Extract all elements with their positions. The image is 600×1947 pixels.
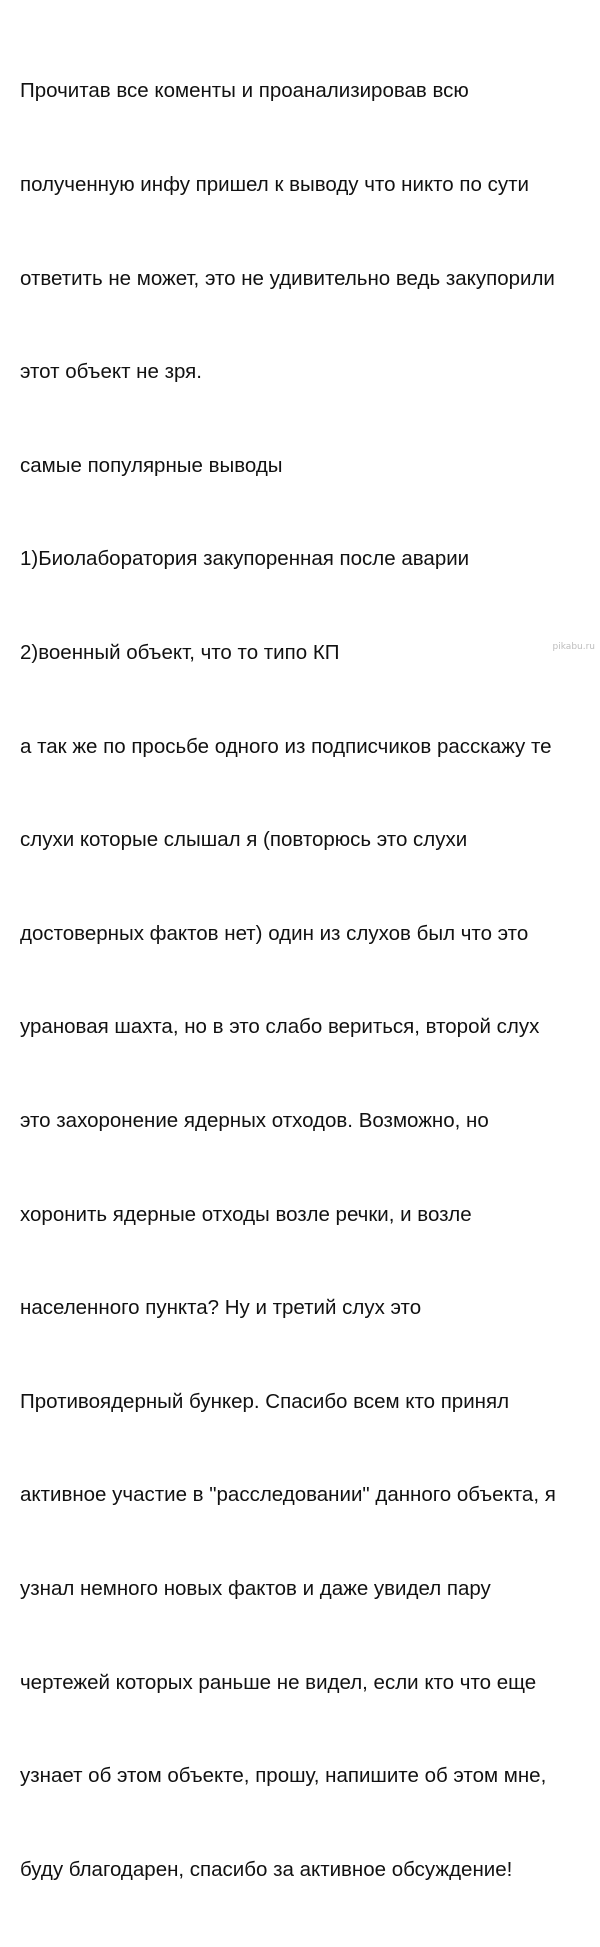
post-text-line: урановая шахта, но в это слабо вериться, второй слух xyxy=(20,1015,540,1039)
post-text-line: а так же по просьбе одного из подписчиков расскажу те xyxy=(20,734,552,758)
post-text-line: слухи которые слышал я (повторюсь это слухи xyxy=(20,828,468,852)
pikabu-watermark: pikabu.ru xyxy=(552,642,595,652)
post-text-line: активное участие в "расследовании" данного объекта, я xyxy=(20,1483,556,1507)
post-text-line: самые популярные выводы xyxy=(20,453,283,477)
post-text-line: полученную инфу пришел к выводу что никто по сути xyxy=(20,173,529,196)
post-text-line: Прочитав все коменты и проанализировав всю xyxy=(20,79,469,103)
post-text-line: 2)военный объект, что то типо КП xyxy=(20,640,340,664)
post-text-line: хоронить ядерные отходы возле речки, и возле xyxy=(20,1202,472,1226)
post-text-line: ответить не может, это не удивительно ведь закупорили xyxy=(20,266,555,290)
post-text xyxy=(20,13,595,1947)
post-text-line: это захоронение ядерных отходов. Возможно, но xyxy=(20,1108,489,1132)
post-text-line: Противоядерный бункер. Спасибо всем кто принял xyxy=(20,1389,510,1413)
post-text-line: населенного пункта? Ну и третий слух это xyxy=(20,1296,422,1320)
post-text-line: узнает об этом объекте, прошу, напишите об этом мне, xyxy=(20,1764,547,1788)
post-text-line: 1)Биолаборатория закупоренная после аварии xyxy=(20,547,470,571)
post-text-line: этот объект не зря. xyxy=(20,360,202,384)
post-text-line: чертежей которых раньше не видел, если кто что еще xyxy=(20,1670,537,1694)
post-text-line: достоверных фактов нет) один из слухов был что это xyxy=(20,921,529,945)
post-text-line: буду благодарен, спасибо за активное обсуждение! xyxy=(20,1857,513,1881)
post-text-line: узнал немного новых фактов и даже увидел пару xyxy=(20,1576,491,1600)
